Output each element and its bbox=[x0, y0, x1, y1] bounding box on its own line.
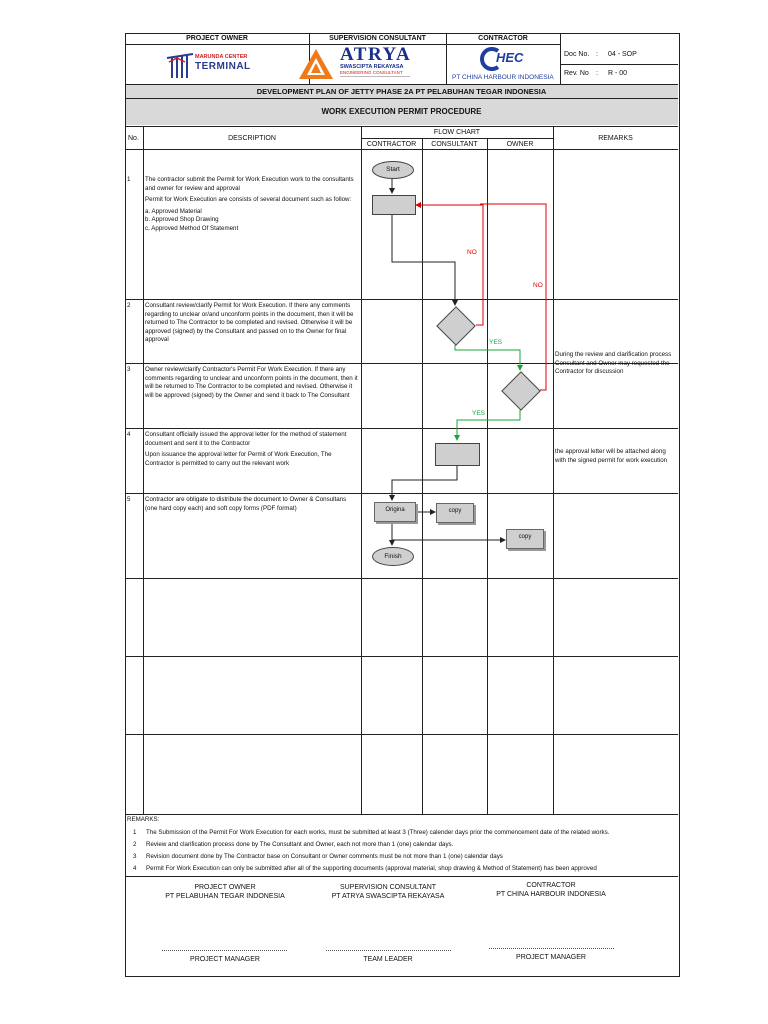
connector-consultant-no bbox=[416, 205, 483, 325]
col-description-header: DESCRIPTION bbox=[228, 135, 276, 142]
row-3-no: 3 bbox=[127, 366, 131, 373]
signature-contractor-role: PROJECT MANAGER bbox=[516, 954, 586, 961]
row-4-text-2: Upon issuance the approval letter for Permit of Work Execution, The Contractor is permitted to carry out the relevant work bbox=[145, 451, 332, 467]
row-1-text-4: b. Approved Shop Drawing bbox=[145, 216, 219, 224]
remark-3-no: 3 bbox=[133, 853, 137, 860]
flow-label-yes-consultant: YES bbox=[489, 339, 503, 346]
row-5-no: 5 bbox=[127, 496, 131, 503]
col-flow-chart-header: FLOW CHART bbox=[433, 129, 481, 136]
row-5-text-1: Contractor are obligate to distribute the document to Owner & Consultans (one hard copy each) and soft copy forms (PDF format) bbox=[145, 496, 347, 512]
signature-contractor-line bbox=[489, 948, 614, 949]
atrya-logo-sub1-text: SWASCIPTA REKAYASA bbox=[340, 64, 404, 70]
signature-owner-block bbox=[150, 883, 300, 901]
doc-no-value: 04 - SOP bbox=[608, 51, 637, 58]
signature-owner-role: PROJECT MANAGER bbox=[190, 956, 260, 963]
chec-logo-mark-text: HEC bbox=[496, 50, 524, 65]
signature-contractor-block bbox=[476, 881, 626, 899]
connector-owner-no bbox=[480, 204, 546, 390]
remark-4-text: Permit For Work Execution can only be submitted after all of the supporting documents (approval material, shop drawing & Method of Statement) has been approved bbox=[146, 865, 597, 872]
remark-1-no: 1 bbox=[133, 829, 137, 836]
row-1-text-3: a. Approved Material bbox=[145, 207, 202, 215]
remarks-heading: REMARKS: bbox=[127, 816, 160, 823]
remark-2-no: 2 bbox=[133, 841, 137, 848]
signature-consultant-line bbox=[326, 950, 451, 951]
remark-2-text: Review and clarification process done by The Consultant and Owner, each not more than 1 (one) calendar days. bbox=[146, 841, 454, 848]
connector-approval-to-original bbox=[392, 465, 457, 500]
col-contractor-header: CONTRACTOR bbox=[366, 141, 417, 148]
flow-copy-consultant-document: copy bbox=[436, 503, 474, 523]
signature-owner-line bbox=[162, 950, 287, 951]
row-1-text-2: Permit for Work Execution are consists of several document such as follow: bbox=[145, 196, 352, 204]
col-owner-header: OWNER bbox=[506, 141, 534, 148]
procedure-title: WORK EXECUTION PERMIT PROCEDURE bbox=[321, 107, 482, 116]
signature-contractor-title: CONTRACTOR bbox=[526, 882, 576, 889]
flow-issue-approval-box bbox=[435, 443, 480, 466]
col-consultant-header: CONSULTANT bbox=[431, 141, 478, 148]
flow-copy-owner-document: copy bbox=[506, 529, 544, 549]
connector-consultant-yes bbox=[455, 345, 520, 370]
flow-label-no-consultant: NO bbox=[467, 249, 477, 256]
signature-consultant-block bbox=[313, 883, 463, 901]
flow-start-terminal: Start bbox=[372, 161, 414, 179]
signature-consultant-company: PT ATRYA SWASCIPTA REKAYASA bbox=[331, 893, 445, 900]
signature-contractor-company: PT CHINA HARBOUR INDONESIA bbox=[496, 891, 606, 898]
rev-no-sep: : bbox=[596, 70, 598, 77]
signature-owner-title: PROJECT OWNER bbox=[194, 884, 256, 891]
header-contractor: CONTRACTOR bbox=[478, 35, 528, 42]
col-remarks-header: REMARKS bbox=[598, 135, 633, 142]
row-1-text-5: c. Approved Method Of Statement bbox=[145, 224, 239, 232]
remark-3-text: Revision document done by The Contractor base on Consultant or Owner comments must be not more than 1 (one) calendar days bbox=[146, 853, 503, 860]
rev-no-label: Rev. No bbox=[564, 70, 589, 77]
col-no-header: No. bbox=[128, 135, 139, 142]
connector-owner-yes bbox=[457, 410, 520, 440]
row-1-no: 1 bbox=[127, 176, 131, 183]
connector-original-to-copy-owner bbox=[392, 522, 505, 540]
row-4-remark: the approval letter will be attached along with the signed permit for work execution bbox=[555, 448, 668, 464]
marunda-logo-top-text: MARUNDA CENTER bbox=[195, 54, 248, 60]
flow-finish-terminal: Finish bbox=[372, 547, 414, 566]
header-supervision-consultant: SUPERVISION CONSULTANT bbox=[329, 35, 426, 42]
remark-4-no: 4 bbox=[133, 865, 137, 872]
doc-no-sep: : bbox=[596, 51, 598, 58]
rev-no-value: R - 00 bbox=[608, 70, 628, 77]
row-2-remark: During the review and clarification process Consultant and Owner may requested the Contractor for discussion bbox=[555, 351, 672, 376]
doc-no-label: Doc No. bbox=[564, 51, 590, 58]
row-4-no: 4 bbox=[127, 431, 131, 438]
flow-label-no-owner: NO bbox=[533, 282, 543, 289]
flow-submit-permit-box bbox=[372, 195, 416, 215]
row-2-text-1: Consultant review/clarify Permit for Work Execution. If there any comments regarding to unclear or/and unconform points in the document, then it will be returned to The Contractor to be completed and revised. Otherwise it will be approved (signed) by the Consultant and passed on to the Owner for final approval bbox=[145, 302, 354, 344]
signature-owner-company: PT PELABUHAN TEGAR INDONESIA bbox=[165, 893, 285, 900]
marunda-logo-bottom-text: TERMINAL bbox=[195, 61, 251, 72]
remark-1-text: The Submission of the Permit For Work Execution for each works, must be submitted at least 3 (Three) calender days prior the commencement date of the related works. bbox=[146, 829, 610, 836]
flow-label-yes-owner: YES bbox=[472, 410, 486, 417]
atrya-logo-main-text: ATRYA bbox=[340, 44, 412, 65]
project-title: DEVELOPMENT PLAN OF JETTY PHASE 2A PT PELABUHAN TEGAR INDONESIA bbox=[256, 87, 547, 96]
row-3-text-1: Owner review/clarify Contractor's Permit For Work Execution. If there any comments regarding to unclear and unconform points in the document, then it will be returned to The Contractor to be completed and revised. Otherwise it will be approved (signed) by the Owner and send it back to The Consultant bbox=[145, 366, 358, 399]
signature-consultant-title: SUPERVISION CONSULTANT bbox=[339, 884, 437, 891]
chec-logo-name-text: PT CHINA HARBOUR INDONESIA bbox=[452, 74, 554, 81]
row-1-text-1: The contractor submit the Permit for Work Execution work to the consultants and owner for review and approval bbox=[145, 176, 354, 192]
connector-submit-to-consultant-review bbox=[392, 214, 455, 305]
row-2-no: 2 bbox=[127, 302, 131, 309]
atrya-logo-sub2-text: ENGINEERING CONSULTANT bbox=[340, 70, 403, 75]
header-project-owner: PROJECT OWNER bbox=[186, 35, 248, 42]
flow-original-document: Origina bbox=[374, 502, 416, 522]
row-4-text-1: Consultant officially issued the approval letter for the method of statement document and sent it to the Contractor bbox=[145, 431, 347, 447]
signature-consultant-role: TEAM LEADER bbox=[363, 956, 413, 963]
